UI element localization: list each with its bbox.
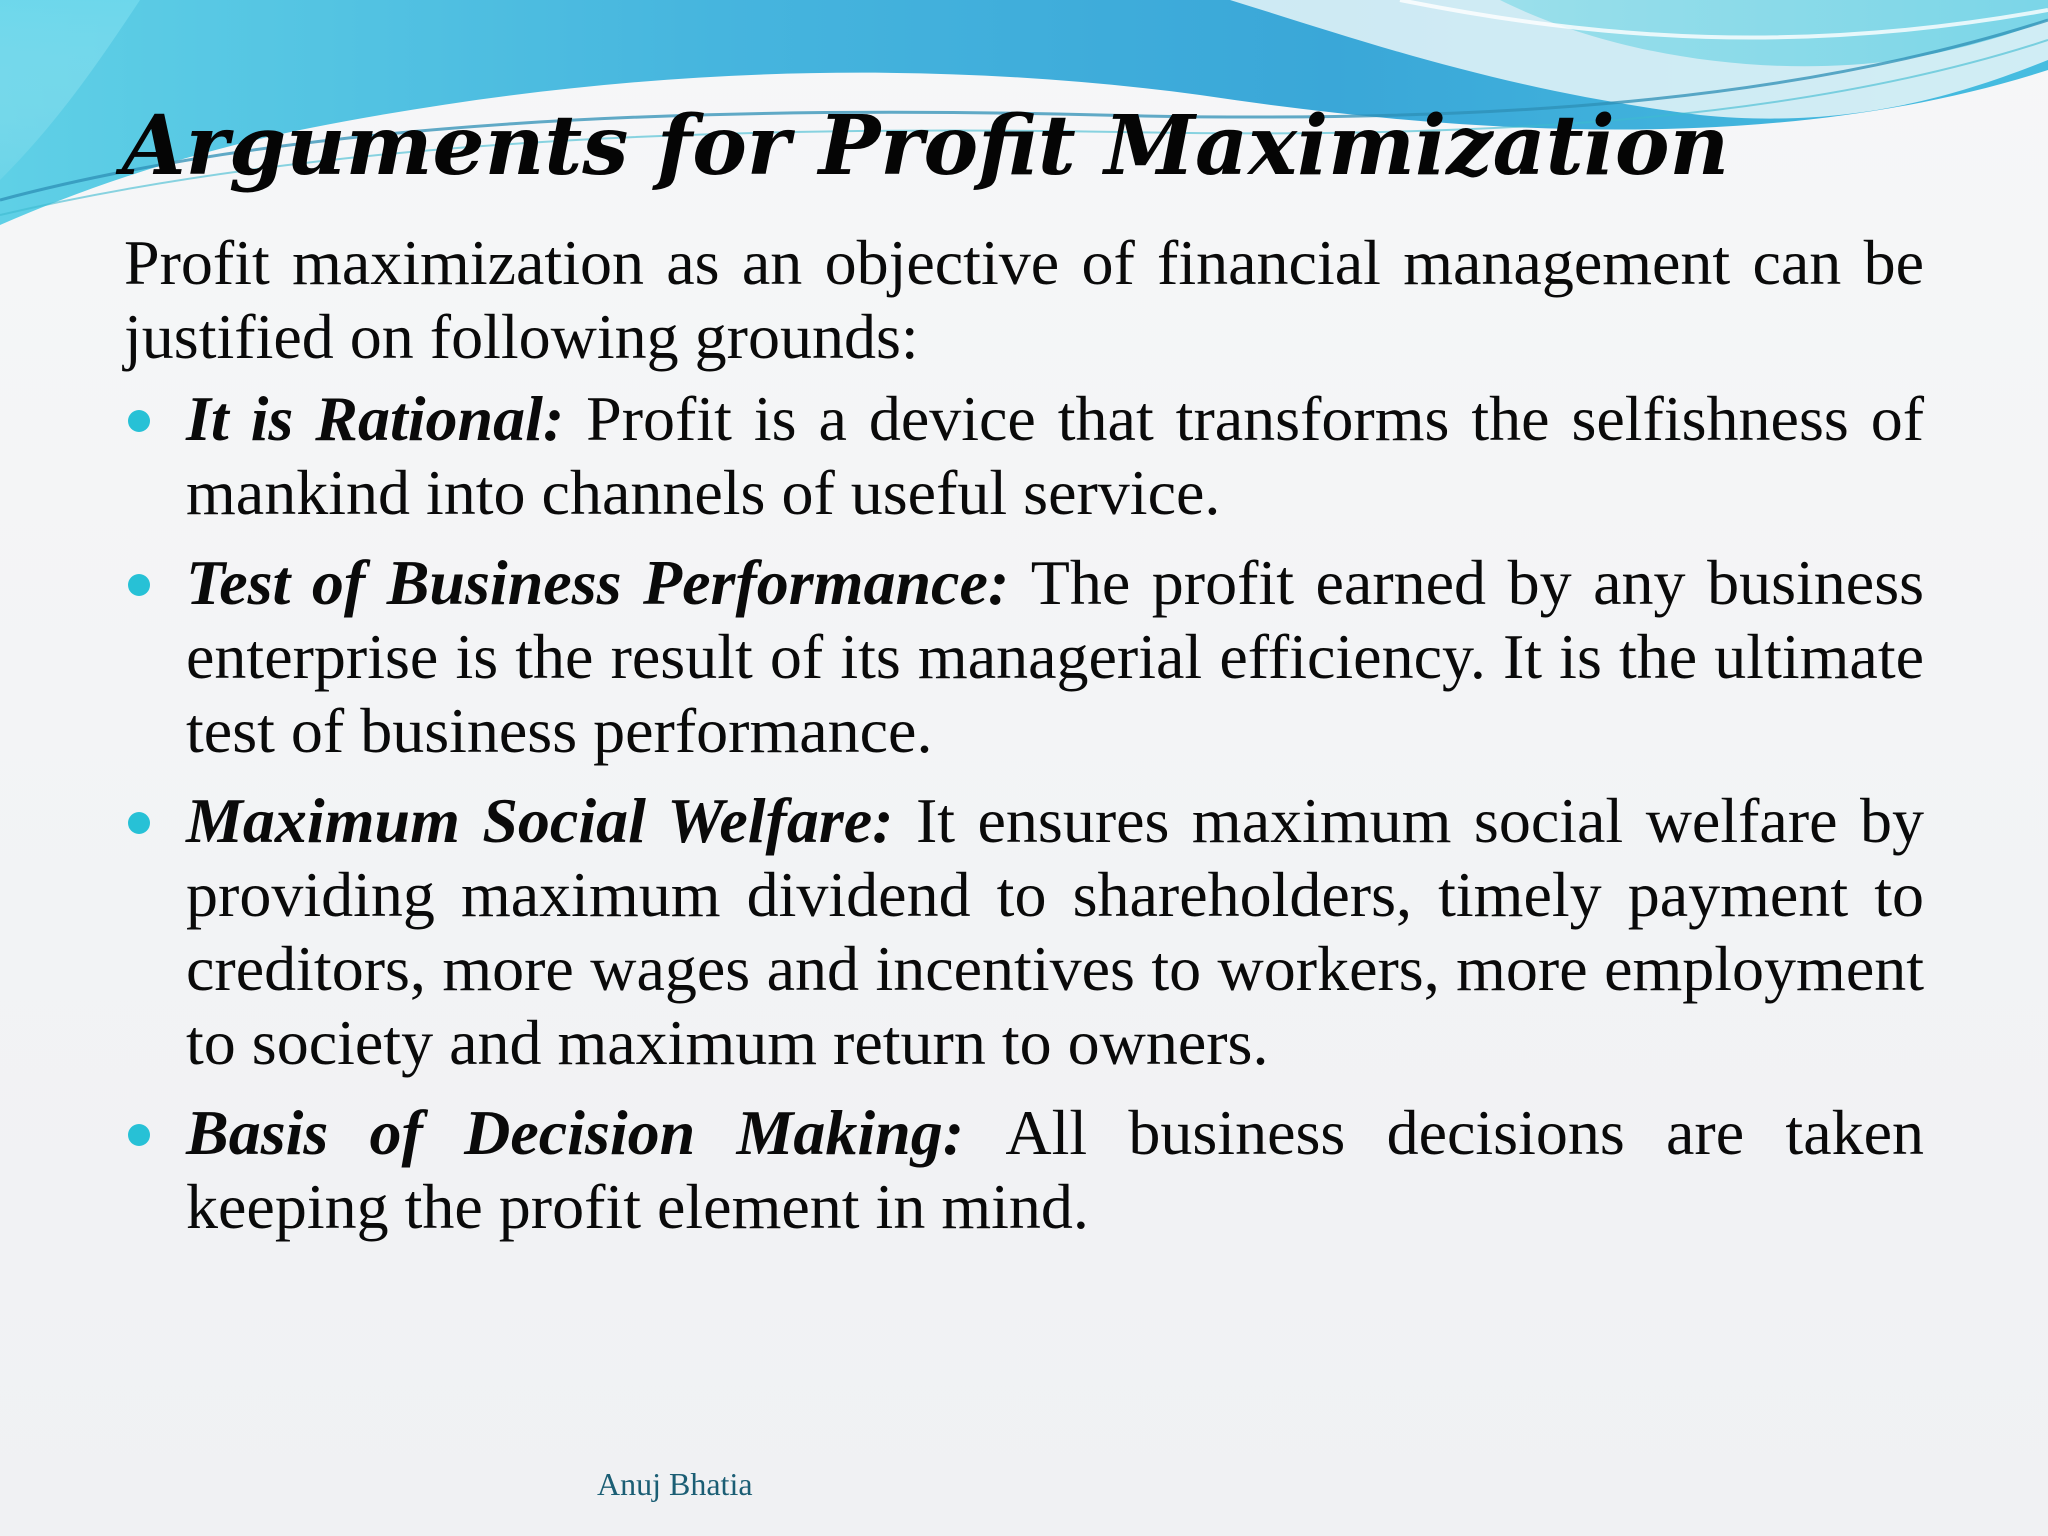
bullet-term: It is Rational:: [186, 383, 587, 454]
bullet-text: It ensures maximum social welfare by providing maximum dividend to shareholders, timely payment to creditors, more wages and incentives to workers, more employment to society and maximum return to owners.: [186, 785, 1925, 1078]
author-footer: Anuj Bhatia: [597, 1466, 753, 1502]
bullet-text: All business decisions are taken keeping the profit element in mind.: [186, 1097, 1924, 1242]
bullet-term: Test of Business Performance:: [186, 547, 1031, 618]
list-item-rational: [124, 382, 1924, 530]
list-item-test-of-business-performance: [124, 546, 1924, 768]
bullet-dot-icon: [128, 574, 150, 596]
intro-paragraph: Profit maximization as an objective of financial management can be justified on following grounds:: [124, 227, 1924, 372]
bullet-term: Basis of Decision Making:: [186, 1097, 1006, 1168]
argument-list: [124, 382, 1924, 1244]
bullet-text: Profit is a device that transforms the selfishness of mankind into channels of useful service.: [186, 383, 1924, 528]
slide-body: [124, 226, 1924, 1260]
list-item-maximum-social-welfare: [124, 784, 1924, 1080]
bullet-dot-icon: [128, 410, 150, 432]
list-item-basis-of-decision-making: [124, 1096, 1924, 1244]
bullet-term: Maximum Social Welfare:: [186, 785, 916, 856]
slide-title: Arguments for Profit Maximization: [122, 98, 1730, 194]
bullet-dot-icon: [128, 1124, 150, 1146]
bullet-dot-icon: [128, 812, 150, 834]
bullet-text: The profit earned by any business enterprise is the result of its managerial efficiency. It is the ultimate test of business performance.: [186, 547, 1925, 766]
